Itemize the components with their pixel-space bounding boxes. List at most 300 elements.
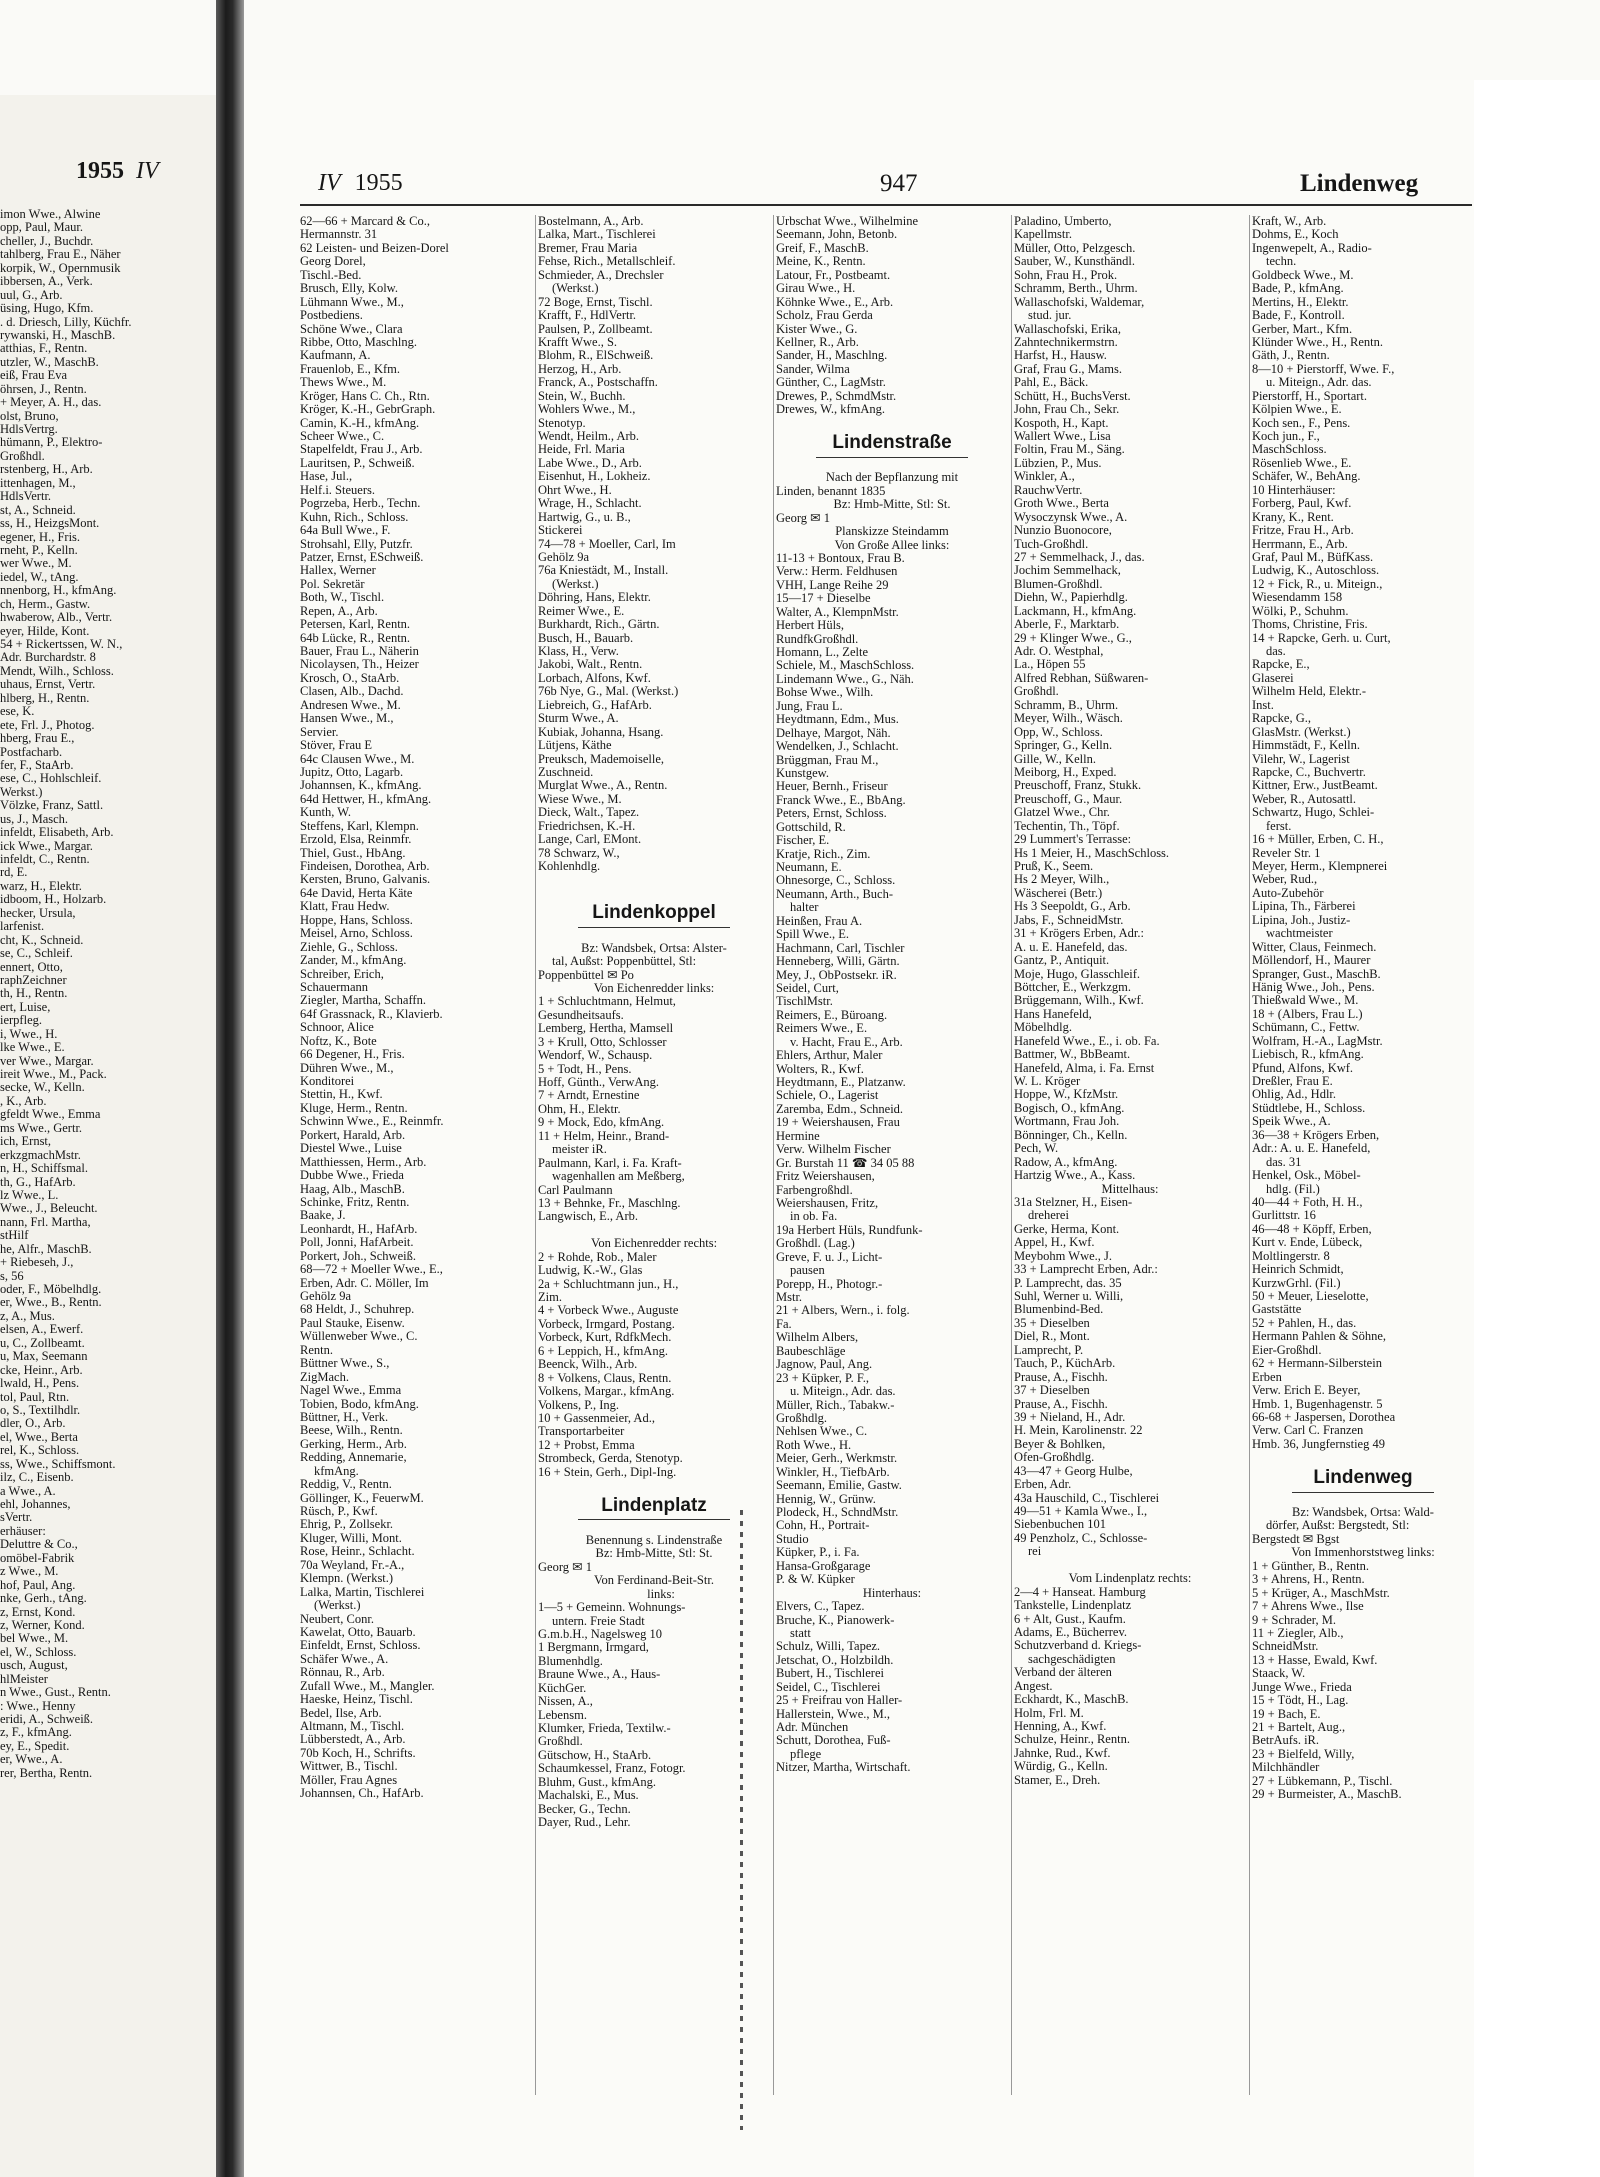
directory-entry: Büttner Wwe., S., bbox=[300, 1357, 390, 1371]
directory-entry: Becker, G., Techn. bbox=[538, 1802, 631, 1816]
directory-entry: Wilhelm Albers, bbox=[776, 1331, 859, 1345]
directory-entry: Liebisch, R., kfmAng. bbox=[1252, 1048, 1364, 1062]
directory-entry: Schiele, O., Lagerist bbox=[776, 1089, 879, 1103]
directory-entry: Rönnau, R., Arb. bbox=[300, 1666, 385, 1680]
left-page-entry: ete, Frl. J., Photog. bbox=[0, 718, 95, 732]
directory-entry: 6 + Leppich, H., kfmAng. bbox=[538, 1344, 668, 1358]
directory-entry: Hanefeld, Alma, i. Fa. Ernst bbox=[1014, 1061, 1155, 1075]
directory-entry: Strombeck, Gerda, Stenotyp. bbox=[538, 1452, 683, 1466]
directory-entry: Beese, Wilh., Rentn. bbox=[300, 1424, 403, 1438]
directory-entry: 9 + Schrader, M. bbox=[1252, 1613, 1336, 1627]
directory-entry: Langwisch, E., Arb. bbox=[538, 1210, 638, 1224]
directory-entry: Rapcke, C., Buchvertr. bbox=[1252, 765, 1366, 779]
directory-entry: Auto-Zubehör bbox=[1252, 886, 1324, 900]
directory-entry: 64f Grassnack, R., Klavierb. bbox=[300, 1007, 443, 1021]
directory-entry: 1 Bergmann, Irmgard, bbox=[538, 1641, 649, 1655]
directory-entry: dörfer, Außst: Bergstedt, Stl: bbox=[1266, 1519, 1410, 1533]
directory-column-1 bbox=[300, 215, 532, 2155]
directory-entry: Linden, benannt 1835 bbox=[776, 484, 886, 498]
directory-entry: 29 + Burmeister, A., MaschB. bbox=[1252, 1788, 1402, 1802]
left-page-entry: ibbersen, A., Verk. bbox=[0, 275, 93, 289]
directory-entry: Ofen-Großhdlg. bbox=[1014, 1451, 1095, 1465]
directory-entry: Stickerei bbox=[538, 524, 583, 538]
directory-entry bbox=[538, 1520, 770, 1533]
directory-entry: Lackmann, H., kfmAng. bbox=[1014, 604, 1137, 618]
left-page-entry: z, F., kfmAng. bbox=[0, 1726, 72, 1740]
directory-entry: Nissen, A., bbox=[538, 1695, 593, 1709]
left-page-entry: larfenist. bbox=[0, 920, 45, 934]
directory-entry: 49—51 + Kamla Wwe., I., bbox=[1014, 1505, 1148, 1518]
directory-entry: Paladino, Umberto, bbox=[1014, 215, 1112, 228]
directory-entry: Bubert, H., Tischlerei bbox=[776, 1667, 884, 1681]
page-section: IV bbox=[318, 170, 341, 196]
left-page-entry: öhrsen, J., Rentn. bbox=[0, 382, 87, 396]
directory-entry: Hallex, Werner bbox=[300, 564, 376, 578]
directory-entry: Jabs, F., SchneidMstr. bbox=[1014, 913, 1124, 927]
directory-entry: Angest. bbox=[1014, 1679, 1053, 1693]
directory-entry: Stenotyp. bbox=[538, 416, 586, 430]
directory-entry: Verband der älteren bbox=[1014, 1666, 1112, 1680]
left-page-entry: Wwe., J., Beleucht. bbox=[0, 1202, 98, 1216]
directory-entry: untern. Freie Stadt bbox=[552, 1614, 645, 1628]
directory-entry: Erben, Adr. bbox=[1014, 1478, 1072, 1492]
directory-entry: 52 + Pahlen, H., das. bbox=[1252, 1316, 1357, 1330]
left-page-entry: erhäuser: bbox=[0, 1524, 46, 1538]
directory-entry: Poppenbüttel ✉ Po bbox=[538, 968, 634, 982]
directory-entry: Fritze, Frau H., Arb. bbox=[1252, 524, 1354, 538]
directory-entry bbox=[1252, 1451, 1474, 1464]
directory-entry: 2a + Schluchtmann jun., H., bbox=[538, 1277, 679, 1291]
directory-entry: Hallerstein, Wwe., M., bbox=[776, 1707, 890, 1721]
directory-entry: Georg Dorel, bbox=[300, 255, 366, 269]
directory-entry: Hoff, Günth., VerwAng. bbox=[538, 1076, 660, 1090]
left-page-entry: stHilf bbox=[0, 1229, 29, 1243]
directory-entry: Verw.: Herm. Feldhusen bbox=[776, 565, 898, 579]
street-section-title: Lindenweg bbox=[1292, 1465, 1434, 1493]
directory-entry: Moje, Hugo, Glasschleif. bbox=[1014, 967, 1141, 981]
directory-entry: Reimers, E., Büroang. bbox=[776, 1008, 888, 1022]
directory-entry: Bauer, Frau L., Näherin bbox=[300, 645, 419, 658]
directory-entry: Pruß, K., Seem. bbox=[1014, 860, 1094, 873]
directory-entry: Rose, Heinr., Schlacht. bbox=[300, 1545, 415, 1559]
directory-entry: Dieck, Walt., Tapez. bbox=[538, 806, 640, 820]
directory-entry: 46—48 + Köpff, Erben, bbox=[1252, 1222, 1372, 1236]
directory-entry: Kröger, K.-H., GebrGraph. bbox=[300, 403, 436, 417]
directory-entry: Großhdl. bbox=[1014, 685, 1059, 699]
left-page-entry: n, H., Schiffsmal. bbox=[0, 1162, 88, 1176]
left-page-entry: rel, K., Schloss. bbox=[0, 1444, 80, 1458]
directory-entry: MaschSchloss. bbox=[1252, 443, 1327, 457]
column-divider bbox=[1011, 215, 1012, 2095]
directory-entry: Thoms, Christine, Fris. bbox=[1252, 618, 1368, 632]
directory-entry: Kluge, Herm., Rentn. bbox=[300, 1101, 408, 1115]
left-page bbox=[0, 95, 218, 2177]
directory-entry: Hartzig Wwe., A., Kass. bbox=[1014, 1169, 1136, 1183]
directory-entry: 10 Hinterhäuser: bbox=[1252, 483, 1336, 497]
directory-entry: Reimer Wwe., E. bbox=[538, 604, 625, 618]
directory-entry: 62 Leisten- und Beizen-Dorel bbox=[300, 241, 449, 255]
directory-entry: 16 + Stein, Gerh., Dipl-Ing. bbox=[538, 1465, 677, 1479]
directory-entry bbox=[538, 887, 770, 900]
directory-entry: Zahntechnikermstrn. bbox=[1014, 335, 1118, 349]
directory-entry: Dohms, E., Koch bbox=[1252, 228, 1339, 242]
directory-entry: Hs 1 Meier, H., MaschSchloss. bbox=[1014, 846, 1170, 860]
directory-entry: 68—72 + Moeller Wwe., E., bbox=[300, 1263, 443, 1277]
directory-entry: 70b Koch, H., Schrifts. bbox=[300, 1746, 416, 1760]
directory-entry: Lütjens, Käthe bbox=[538, 739, 612, 753]
directory-entry: Plodeck, H., SchndMstr. bbox=[776, 1506, 899, 1520]
directory-entry: Homann, L., Zelte bbox=[776, 646, 868, 660]
directory-entry: Gaststätte bbox=[1252, 1303, 1302, 1317]
left-page-entry: er, Wwe., A. bbox=[0, 1753, 63, 1767]
directory-entry: Schmieder, A., Drechsler bbox=[538, 268, 664, 282]
directory-entry: Peters, Ernst, Schloss. bbox=[776, 807, 887, 821]
directory-entry: Lipina, Joh., Justiz- bbox=[1252, 913, 1351, 927]
directory-entry: Rapcke, G., bbox=[1252, 712, 1312, 726]
directory-entry: 33 + Lamprecht Erben, Adr.: bbox=[1014, 1263, 1158, 1277]
directory-entry: Neumann, Arth., Buch- bbox=[776, 887, 893, 901]
directory-entry: 19 + Bach, E. bbox=[1252, 1707, 1321, 1721]
directory-entry: Zim. bbox=[538, 1291, 562, 1305]
directory-entry: Tobien, Bodo, kfmAng. bbox=[300, 1397, 419, 1411]
left-page-entry: Postfacharb. bbox=[0, 745, 63, 759]
directory-entry: Gäth, J., Rentn. bbox=[1252, 349, 1330, 363]
directory-entry: Meine, K., Rentn. bbox=[776, 255, 866, 269]
directory-entry: Küpker, P., i. Fa. bbox=[776, 1546, 860, 1560]
directory-entry: Blohm, R., ElSchweiß. bbox=[538, 349, 654, 363]
directory-entry: Ehrig, P., Zollsekr. bbox=[300, 1518, 394, 1532]
page-header-left bbox=[318, 170, 403, 197]
directory-entry: Zaremba, Edm., Schneid. bbox=[776, 1102, 904, 1116]
left-page-entry: erkzgmachMstr. bbox=[0, 1148, 81, 1162]
directory-entry: 27 + Lübkemann, P., Tischl. bbox=[1252, 1774, 1393, 1788]
directory-entry: Repen, A., Arb. bbox=[300, 604, 378, 618]
directory-entry: Hartwig, G., u. B., bbox=[538, 510, 631, 524]
directory-entry: Schöne Wwe., Clara bbox=[300, 322, 403, 336]
directory-entry: Georg ✉ 1 bbox=[776, 511, 830, 525]
directory-entry: Gottschild, R. bbox=[776, 820, 846, 834]
directory-entry: Wolfram, H.-A., LagMstr. bbox=[1252, 1034, 1383, 1048]
left-page-entry: nke, Gerh., tAng. bbox=[0, 1592, 87, 1606]
left-page-entry: hwaberow, Alb., Vertr. bbox=[0, 611, 113, 625]
left-page-entry: ireit Wwe., M., Pack. bbox=[0, 1068, 107, 1081]
directory-entry: Zufall Wwe., M., Mangler. bbox=[300, 1679, 435, 1693]
directory-entry: Köhnke Wwe., E., Arb. bbox=[776, 295, 894, 309]
directory-entry: 76b Nye, G., Mal. (Werkst.) bbox=[538, 685, 679, 699]
directory-entry: Reimers Wwe., E. bbox=[776, 1022, 868, 1036]
directory-entry: Greve, F. u. J., Licht- bbox=[776, 1250, 883, 1264]
directory-entry: Heydtmann, E., Platzanw. bbox=[776, 1076, 906, 1090]
directory-entry: Forberg, Paul, Kwf. bbox=[1252, 497, 1352, 511]
left-page-entry: hümann, P., Elektro- bbox=[0, 436, 103, 450]
directory-entry: Goldbeck Wwe., M. bbox=[1252, 268, 1354, 282]
directory-entry: Nagel Wwe., Emma bbox=[300, 1384, 402, 1398]
directory-entry: Göllinger, K., FeuerwM. bbox=[300, 1491, 424, 1505]
directory-entry: Siebenbuchen 101 bbox=[1014, 1518, 1106, 1532]
directory-entry: Kellner, R., Arb. bbox=[776, 335, 859, 349]
directory-entry: Lebensm. bbox=[538, 1708, 587, 1722]
directory-entry: Kröger, Hans C. Ch., Rtn. bbox=[300, 389, 430, 403]
left-page-entry: HdlsVertr. bbox=[0, 490, 52, 504]
directory-entry: Haag, Alb., MaschB. bbox=[300, 1182, 405, 1196]
directory-entry: Tankstelle, Lindenplatz bbox=[1014, 1599, 1132, 1613]
directory-entry: Schäfer, W., BehAng. bbox=[1252, 470, 1361, 484]
directory-entry: Henkel, Osk., Möbel- bbox=[1252, 1169, 1361, 1183]
directory-entry: Wäscherei (Betr.) bbox=[1014, 886, 1103, 900]
left-page-entry: infeldt, C., Rentn. bbox=[0, 853, 90, 866]
directory-entry: Graf, Frau G., Mams. bbox=[1014, 362, 1122, 376]
directory-entry: Johannsen, Ch., HafArb. bbox=[300, 1787, 424, 1801]
directory-entry: 2—4 + Hanseat. Hamburg bbox=[1014, 1585, 1146, 1599]
directory-entry: (Werkst.) bbox=[552, 282, 599, 296]
directory-entry: Wallaschofski, Erika, bbox=[1014, 322, 1121, 336]
directory-entry: Ribbe, Otto, Maschlng. bbox=[300, 335, 418, 349]
directory-entry: Diehn, W., Papierhdlg. bbox=[1014, 591, 1128, 605]
directory-entry: Brusch, Elly, Kolw. bbox=[300, 282, 399, 296]
directory-column-4 bbox=[1014, 215, 1246, 2155]
directory-entry: 72 Boge, Ernst, Tischl. bbox=[538, 295, 653, 309]
directory-entry: Servier. bbox=[300, 725, 339, 739]
directory-entry: Alfred Rebhan, Süßwaren- bbox=[1014, 671, 1149, 685]
directory-entry: Lühmann Wwe., M., bbox=[300, 295, 404, 309]
directory-entry: Braune Wwe., A., Haus- bbox=[538, 1668, 661, 1682]
left-page-entry: ms Wwe., Gertr. bbox=[0, 1121, 83, 1135]
directory-entry: Wölki, P., Schuhm. bbox=[1252, 604, 1349, 618]
directory-entry: Lipina, Th., Färberei bbox=[1252, 900, 1356, 914]
directory-entry: 21 + Albers, Wern., i. folg. bbox=[776, 1304, 910, 1318]
directory-entry: Ohnesorge, C., Schloss. bbox=[776, 874, 896, 888]
directory-entry: Hansa-Großgarage bbox=[776, 1559, 871, 1573]
directory-entry: 5 + Krüger, A., MaschMstr. bbox=[1252, 1586, 1390, 1600]
directory-entry: Baubeschläge bbox=[776, 1344, 846, 1358]
directory-entry: (Werkst.) bbox=[314, 1599, 361, 1613]
directory-entry: Rüsch, P., Kwf. bbox=[300, 1505, 378, 1518]
directory-entry: Hermine bbox=[776, 1129, 820, 1143]
directory-entry: Spill Wwe., E. bbox=[776, 928, 850, 942]
directory-entry: Hermann Pahlen & Söhne, bbox=[1252, 1330, 1387, 1344]
directory-entry: Schümann, C., Fettw. bbox=[1252, 1021, 1360, 1035]
left-page-entry: elsen, A., Ewerf. bbox=[0, 1323, 84, 1337]
left-page-entry: hof, Paul, Ang. bbox=[0, 1578, 76, 1592]
directory-entry: Lemberg, Hertha, Mamsell bbox=[538, 1022, 674, 1036]
directory-entry: Heinßen, Frau A. bbox=[776, 914, 863, 928]
directory-entry: 37 + Dieselben bbox=[1014, 1384, 1090, 1398]
directory-entry: Springer, G., Kelln. bbox=[1014, 739, 1113, 753]
directory-entry: Meybohm Wwe., J. bbox=[1014, 1249, 1113, 1263]
directory-entry: Dayer, Rud., Lehr. bbox=[538, 1816, 631, 1830]
directory-entry: Schnoor, Alice bbox=[300, 1021, 374, 1035]
directory-entry: Lauritsen, P., Schweiß. bbox=[300, 456, 415, 470]
left-page-entry: gfeldt Wwe., Emma bbox=[0, 1108, 101, 1122]
directory-entry bbox=[538, 1479, 770, 1492]
directory-entry: GlasMstr. (Werkst.) bbox=[1252, 725, 1351, 739]
directory-entry: Findeisen, Dorothea, Arb. bbox=[300, 860, 430, 873]
directory-entry: Labe Wwe., D., Arb. bbox=[538, 456, 642, 470]
directory-entry: Staack, W. bbox=[1252, 1667, 1306, 1681]
directory-entry: Witter, Claus, Feinmech. bbox=[1252, 940, 1377, 954]
directory-entry: Greif, F., MaschB. bbox=[776, 241, 869, 255]
left-page-section: IV bbox=[136, 158, 159, 184]
directory-entry: Bohse Wwe., Wilh. bbox=[776, 686, 874, 700]
directory-entry: Girau Wwe., H. bbox=[776, 282, 856, 296]
directory-entry: Glaserei bbox=[1252, 671, 1294, 685]
directory-entry: 31a Stelzner, H., Eisen- bbox=[1014, 1195, 1133, 1209]
directory-entry: Wiese Wwe., M. bbox=[538, 792, 622, 806]
directory-entry: Kratje, Rich., Zim. bbox=[776, 847, 871, 861]
directory-entry: Kraft, W., Arb. bbox=[1252, 215, 1327, 228]
directory-entry: Wittwer, B., Tischl. bbox=[300, 1760, 398, 1774]
directory-entry: wagenhallen am Meßberg, bbox=[552, 1170, 685, 1184]
directory-entry: Krany, K., Rent. bbox=[1252, 510, 1334, 524]
directory-entry: Zuschneid. bbox=[538, 765, 594, 779]
directory-entry: Wortmann, Frau Joh. bbox=[1014, 1115, 1120, 1129]
directory-entry: Wohlers Wwe., M., bbox=[538, 403, 636, 417]
directory-entry: 7 + Ahrens Wwe., Ilse bbox=[1252, 1600, 1364, 1614]
directory-entry: Von Immenhorststweg links: bbox=[1291, 1546, 1435, 1560]
directory-entry: Scholz, Frau Gerda bbox=[776, 309, 873, 323]
left-page-entry: . d. Driesch, Lilly, Küchfr. bbox=[0, 315, 132, 329]
directory-entry: Milchhändler bbox=[1252, 1761, 1320, 1775]
directory-entry: Benennung s. Lindenstraße bbox=[585, 1533, 723, 1547]
directory-entry: Lübzien, P., Mus. bbox=[1014, 456, 1102, 470]
left-page-entry: ese, K. bbox=[0, 705, 35, 719]
directory-entry: Lange, Carl, EMont. bbox=[538, 833, 642, 847]
directory-entry: Fischer, E. bbox=[776, 834, 830, 848]
directory-entry: Eisenhut, H., Lokheiz. bbox=[538, 470, 651, 484]
directory-entry: 39 + Nieland, H., Adr. bbox=[1014, 1410, 1126, 1424]
left-page-entry: he, Alfr., MaschB. bbox=[0, 1242, 92, 1256]
directory-entry: Ludwig, K., Autoschloss. bbox=[1252, 564, 1380, 578]
left-page-entry: raphZeichner bbox=[0, 973, 67, 987]
left-page-entry: imon Wwe., Alwine bbox=[0, 208, 101, 221]
left-page-entry: atthias, F., Rentn. bbox=[0, 342, 88, 356]
directory-entry: Tischl.-Bed. bbox=[300, 268, 362, 282]
directory-entry: Vilehr, W., Lagerist bbox=[1252, 752, 1350, 766]
directory-entry: Dubbe Wwe., Frieda bbox=[300, 1169, 404, 1183]
directory-entry: Wendorf, W., Schausp. bbox=[538, 1049, 653, 1063]
directory-entry: Blumenhdlg. bbox=[538, 1654, 603, 1668]
directory-entry: Kaufmann, A. bbox=[300, 349, 371, 363]
directory-entry: 21 + Bartelt, Aug., bbox=[1252, 1721, 1346, 1735]
directory-entry: techn. bbox=[1266, 255, 1297, 269]
directory-entry: Pierstorff, H., Sportart. bbox=[1252, 389, 1368, 403]
directory-entry: Adams, E., Bücherrev. bbox=[1014, 1625, 1128, 1639]
directory-entry: Gerke, Herma, Kont. bbox=[1014, 1222, 1120, 1236]
directory-entry: Preuschoff, G., Maur. bbox=[1014, 792, 1123, 806]
directory-entry: Aberle, F., Marktarb. bbox=[1014, 618, 1120, 632]
directory-entry: Klünder Wwe., H., Rentn. bbox=[1252, 335, 1383, 349]
left-page-entry: rd, E. bbox=[0, 866, 28, 880]
directory-entry: Seemann, Emilie, Gastw. bbox=[776, 1479, 902, 1493]
left-page-entry: hberg, Frau E., bbox=[0, 732, 75, 746]
directory-entry: John, Frau Ch., Sekr. bbox=[1014, 403, 1120, 417]
left-page-entry: egener, H., Fris. bbox=[0, 530, 81, 544]
directory-entry: Verw. Wilhelm Fischer bbox=[776, 1143, 891, 1157]
left-page-entry: tol, Paul, Rtn. bbox=[0, 1390, 70, 1404]
directory-entry: Gesundheitsaufs. bbox=[538, 1008, 624, 1022]
directory-entry: Lübberstedt, A., Arb. bbox=[300, 1733, 406, 1747]
directory-entry: 68 Heldt, J., Schuhrep. bbox=[300, 1303, 415, 1317]
directory-entry: Heydtmann, Edm., Mus. bbox=[776, 713, 899, 727]
directory-entry: Wolters, R., Kwf. bbox=[776, 1062, 864, 1076]
directory-entry: Techentin, Th., Töpf. bbox=[1014, 819, 1120, 833]
directory-entry: Heide, Frl. Maria bbox=[538, 443, 625, 457]
directory-entry: Franck, A., Postschaffn. bbox=[538, 376, 658, 390]
directory-entry: Müller, Otto, Pelzgesch. bbox=[1014, 241, 1136, 255]
directory-entry: Jetschat, O., Holzbildh. bbox=[776, 1653, 894, 1667]
directory-entry: ZigMach. bbox=[300, 1370, 349, 1384]
directory-entry: u. Miteign., Adr. das. bbox=[790, 1385, 896, 1399]
directory-entry: Machalski, E., Mus. bbox=[538, 1789, 639, 1803]
directory-entry: Volkens, P., Ing. bbox=[538, 1398, 620, 1412]
left-page-entry: ese, C., Hohlschleif. bbox=[0, 772, 102, 786]
directory-entry: Johannsen, K., kfmAng. bbox=[300, 779, 422, 793]
left-page-entry: Mendt, Wilh., Schloss. bbox=[0, 664, 114, 678]
directory-entry: Diestel Wwe., Luise bbox=[300, 1142, 402, 1156]
directory-entry: Kawelat, Otto, Bauarb. bbox=[300, 1625, 416, 1639]
directory-entry bbox=[776, 417, 1008, 430]
directory-entry: Strohsahl, Elly, Putzfr. bbox=[300, 537, 413, 551]
directory-entry: Klatt, Frau Hedw. bbox=[300, 900, 390, 914]
directory-entry: Hs 2 Meyer, Wilh., bbox=[1014, 873, 1110, 887]
directory-entry: Stettin, H., Kwf. bbox=[300, 1088, 383, 1102]
directory-entry: Wendelken, J., Schlacht. bbox=[776, 740, 899, 754]
directory-entry: stud. jur. bbox=[1028, 309, 1072, 323]
directory-entry: Erben bbox=[1252, 1370, 1282, 1384]
left-page-entry: hecker, Ursula, bbox=[0, 906, 76, 920]
directory-entry: Döhring, Hans, Elektr. bbox=[538, 591, 651, 605]
left-page-entry: HdlsVertrg. bbox=[0, 423, 58, 436]
left-page-entry: usch, August, bbox=[0, 1659, 68, 1673]
directory-entry: Lalka, Martin, Tischlerei bbox=[300, 1585, 425, 1599]
directory-entry: meister iR. bbox=[552, 1143, 607, 1157]
directory-entry: Einfeldt, Ernst, Schloss. bbox=[300, 1639, 421, 1653]
directory-entry: Patzer, Ernst, ESchweiß. bbox=[300, 550, 424, 564]
directory-entry: Friedrichsen, K.-H. bbox=[538, 819, 636, 833]
directory-entry: Würdig, G., Kelln. bbox=[1014, 1760, 1108, 1774]
directory-entry: u. Miteign., Adr. das. bbox=[1266, 376, 1372, 390]
directory-entry: Schauermann bbox=[300, 980, 369, 994]
directory-entry: Porkert, Harald, Arb. bbox=[300, 1128, 406, 1142]
left-page-header bbox=[76, 158, 159, 182]
directory-entry: Schwinn Wwe., E., Reinmfr. bbox=[300, 1115, 444, 1129]
left-page-entry: dler, O., Arb. bbox=[0, 1417, 66, 1431]
directory-entry: Henning, A., Kwf. bbox=[1014, 1720, 1107, 1733]
directory-entry: 13 + Hasse, Ewald, Kwf. bbox=[1252, 1653, 1378, 1667]
left-page-entry: el, W., Schloss. bbox=[0, 1645, 77, 1659]
binding-stitch bbox=[740, 1510, 743, 2130]
directory-entry: La., Höpen 55 bbox=[1014, 658, 1086, 672]
left-page-entry: z, A., Mus. bbox=[0, 1309, 55, 1323]
directory-entry: Kunth, W. bbox=[300, 806, 352, 820]
directory-entry: Schramm, B., Uhrm. bbox=[1014, 698, 1119, 712]
directory-entry: Preuschoff, Franz, Stukk. bbox=[1014, 779, 1142, 793]
directory-entry: Nach der Bepflanzung mit bbox=[825, 471, 959, 485]
directory-entry: Wallert Wwe., Lisa bbox=[1014, 430, 1111, 443]
left-page-entry: 54 + Rickertssen, W. N., bbox=[0, 638, 123, 651]
left-page-entry: th, H., Rentn. bbox=[0, 987, 68, 1001]
directory-entry: Wüllenweber Wwe., C. bbox=[300, 1330, 418, 1344]
directory-entry: Helf.i. Steuers. bbox=[300, 483, 375, 497]
directory-entry: Bz: Wandsbek, Ortsa: Wald- bbox=[1292, 1506, 1434, 1520]
left-page-entry: oder, F., Möbelhdlg. bbox=[0, 1283, 102, 1296]
directory-entry: Meiborg, H., Exped. bbox=[1014, 765, 1117, 779]
directory-entry: 10 + Gassenmeier, Ad., bbox=[538, 1411, 655, 1425]
directory-entry: Heuer, Bernh., Friseur bbox=[776, 780, 888, 794]
directory-entry: 3 + Krull, Otto, Schlosser bbox=[538, 1035, 667, 1049]
left-page-entry: rstenberg, H., Arb. bbox=[0, 463, 93, 477]
directory-entry: Porepp, H., Photogr.- bbox=[776, 1277, 883, 1291]
